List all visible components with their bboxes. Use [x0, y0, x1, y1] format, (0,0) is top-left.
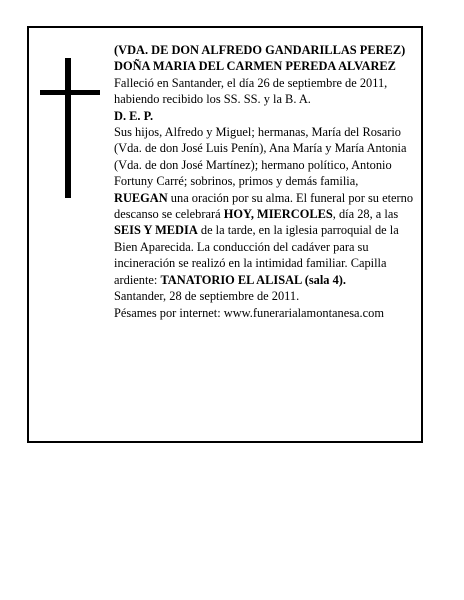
funeral-time: SEIS Y MEDIA — [114, 223, 198, 238]
condolences-line: Pésames por internet: www.funerarialamontanesa.com — [114, 305, 384, 320]
family-text: Sus hijos, Alfredo y Miguel; hermanas, María del Rosario (Vda. de don José Luis Penín), Ana María y María Antonia (Vda. de don José Martínez); hermano político, Antonio Fortuny Carré; sobrinos, primos y demás familia, — [114, 125, 407, 189]
deceased-name: DOÑA MARIA DEL CARMEN PEREDA ALVAREZ — [114, 59, 396, 74]
widow-line: (VDA. DE DON ALFREDO GANDARILLAS PEREZ) — [114, 43, 406, 57]
cross-horizontal-bar — [40, 90, 100, 95]
death-info: Falleció en Santander, el día 26 de septiembre de 2011, habiendo recibido los SS. SS. y la B. A. — [114, 75, 388, 107]
funeral-place-text: de la tarde, en la iglesia parroquial de la Bien Aparecida. La conducción del cadáver para su incineración se realizó en la intimidad familiar. Capilla ardiente: — [114, 223, 399, 287]
ruegan-word: RUEGAN — [114, 190, 168, 205]
funeral-date-text: , día 28, a las — [332, 207, 399, 222]
obituary-text — [114, 42, 418, 321]
dep-line: D. E. P. — [114, 108, 154, 123]
prayer-text: una oración por su alma. El funeral por su eterno descanso se celebrará — [114, 190, 414, 222]
cross-vertical-bar — [65, 58, 71, 198]
cross-icon — [40, 58, 100, 198]
funeral-paragraph — [114, 190, 418, 288]
chapel-name: TANATORIO EL ALISAL (sala 4). — [160, 272, 347, 287]
date-line: Santander, 28 de septiembre de 2011. — [114, 289, 300, 304]
funeral-day: HOY, MIERCOLES — [223, 207, 333, 222]
